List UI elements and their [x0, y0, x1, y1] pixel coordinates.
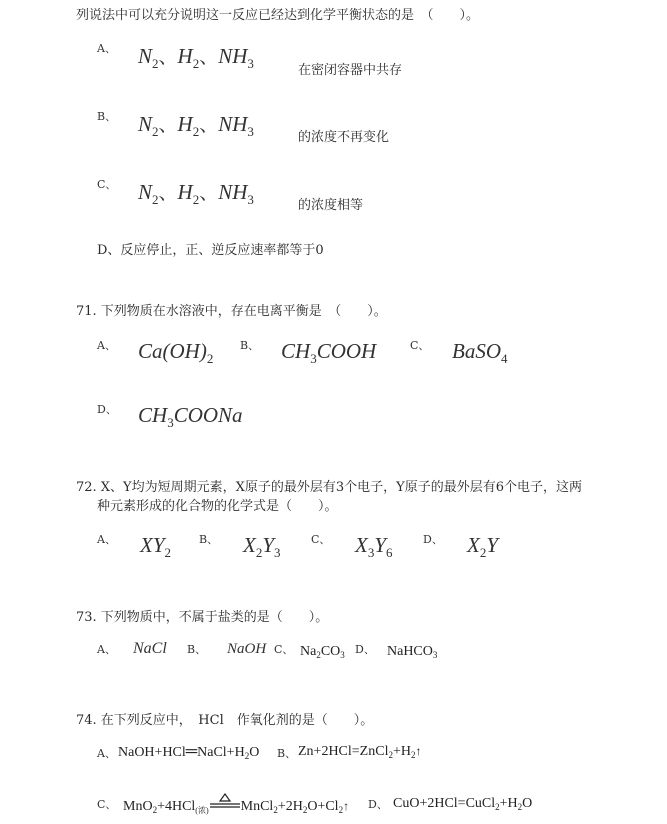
- q73-option-a-formula: NaCl: [133, 640, 167, 657]
- q72-option-c-formula: $X_3Y_6$: [355, 533, 393, 560]
- q73-option-c-label: C、: [274, 643, 294, 656]
- q73-option-b-label: B、: [187, 643, 207, 656]
- q74-stem: 74. 在下列反应中， HCl 作氧化剂的是（ ）。: [76, 713, 374, 728]
- q70-option-b-desc: 的浓度不再变化: [298, 130, 390, 145]
- q72-stem-line1: 72. X、Y均为短周期元素，X原子的最外层有3个电子，Y原子的最外层有6个电子，这两: [76, 480, 583, 495]
- q70-option-c-desc: 的浓度相等: [298, 198, 364, 213]
- q74-option-a-equation: $NaOH+HCl═NaCl+H_2O$: [118, 743, 260, 761]
- heat-condition-symbol: [209, 797, 241, 811]
- q70-option-c-label: C、: [97, 178, 117, 191]
- q74-option-d-label: D、: [368, 798, 388, 811]
- q73-option-b-formula: NaOH: [227, 641, 267, 657]
- q73-option-a-label: A、: [97, 643, 116, 656]
- q74-option-d-equation: $CuO+2HCl=CuCl_2+H_2O$: [393, 796, 533, 812]
- q74-option-b-label: B、: [277, 747, 297, 760]
- q70-option-a-formula: $N_2$、$H_2$、$NH_3$: [138, 44, 254, 71]
- q72-option-b-formula: $X_2Y_3$: [243, 533, 281, 560]
- q73-option-d-formula: NaHCO$_3$: [387, 644, 438, 660]
- q71-option-d-label: D、: [97, 403, 117, 416]
- q71-option-d-formula: $CH_3COONa$: [138, 403, 243, 430]
- q72-option-a-label: A、: [97, 533, 116, 546]
- q70-option-b-formula: $N_2$、$H_2$、$NH_3$: [138, 112, 254, 139]
- q71-option-b-formula: $CH_3COOH$: [281, 339, 377, 366]
- q74-option-c-equation: MnO$_2$+4HCl$_{(浓)}$ $MnCl_2+2H_2O+Cl_2↑$: [123, 797, 349, 816]
- q73-option-c-formula: $Na_2CO_3$: [300, 644, 345, 660]
- q72-option-a-formula: $XY_2$: [140, 533, 172, 560]
- q72-option-b-label: B、: [199, 533, 219, 546]
- q70-option-d: D、反应停止，正、逆反应速率都等于0: [97, 243, 324, 258]
- q70-option-c-formula: $N_2$、$H_2$、$NH_3$: [138, 180, 254, 207]
- q72-option-d-formula: $X_2Y$: [467, 533, 499, 560]
- q72-option-d-label: D、: [423, 533, 443, 546]
- q71-option-b-label: B、: [240, 339, 260, 352]
- q70-option-b-label: B、: [97, 110, 117, 123]
- q70-option-a-desc: 在密闭容器中共存: [298, 63, 403, 78]
- q73-stem: 73. 下列物质中，不属于盐类的是（ ）。: [76, 610, 329, 625]
- q74-option-b-equation: $Zn+2HCl=ZnCl_2+H_2↑$: [298, 744, 422, 760]
- q72-option-c-label: C、: [311, 533, 331, 546]
- q74-option-a-label: A、: [97, 747, 116, 760]
- q71-stem: 71. 下列物质在水溶液中，存在电离平衡是 （ ）。: [76, 304, 387, 319]
- q70-option-a-label: A、: [97, 42, 116, 55]
- q71-option-a-formula: $Ca(OH)_2$: [138, 339, 214, 366]
- q72-stem-line2: 种元素形成的化合物的化学式是（ ）。: [97, 499, 338, 514]
- q71-option-c-label: C、: [410, 339, 430, 352]
- q74-option-c-label: C、: [97, 798, 117, 811]
- q73-option-d-label: D、: [355, 643, 375, 656]
- q71-option-a-label: A、: [97, 339, 116, 352]
- q70-stem: 列说法中可以充分说明这一反应已经达到化学平衡状态的是 （ ）。: [76, 8, 480, 23]
- q71-option-c-formula: BaSO$_4$: [452, 339, 508, 366]
